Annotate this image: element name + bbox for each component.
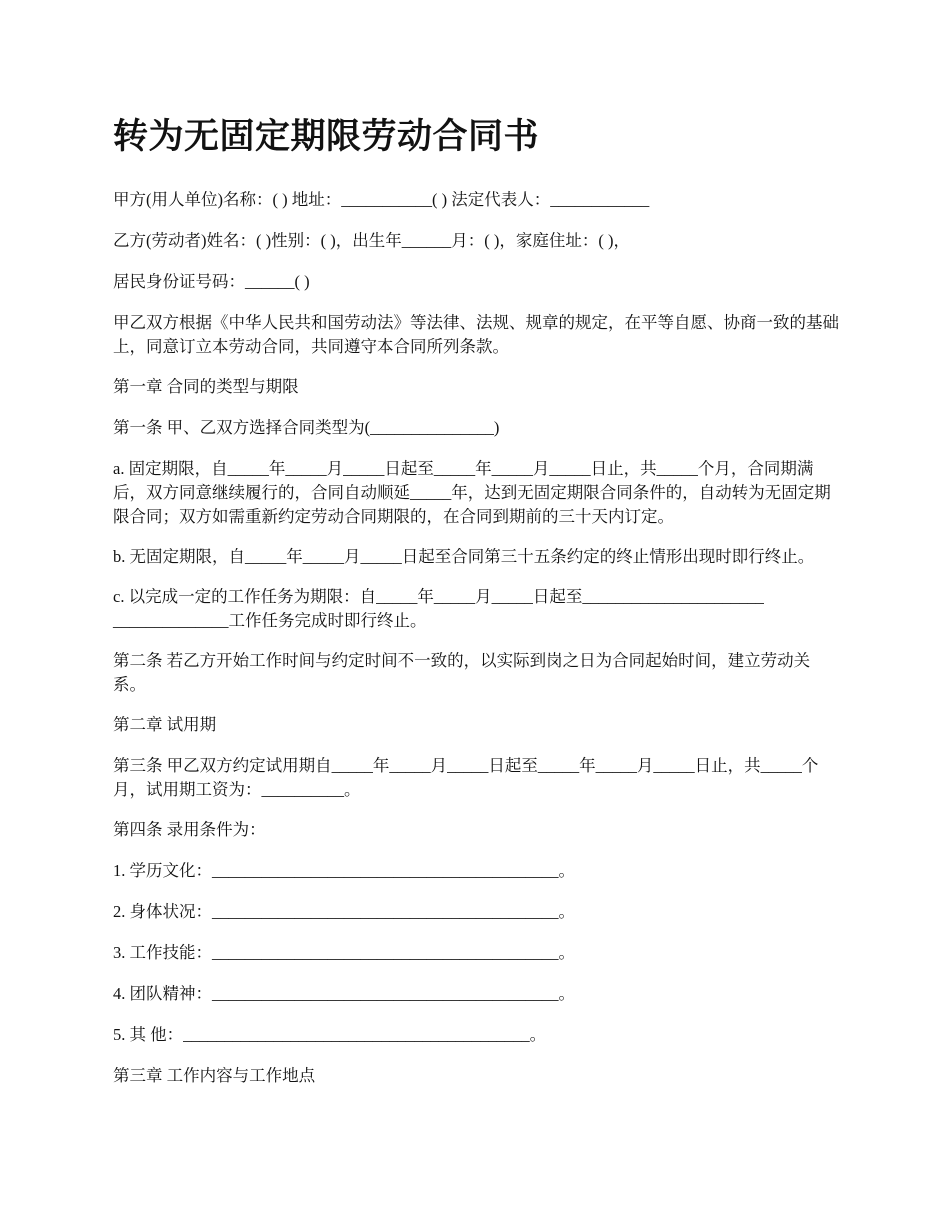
party-a-info: 甲方(用人单位)名称：( ) 地址：___________( ) 法定代表人：____________	[113, 190, 650, 209]
article-4: 第四条 录用条件为：	[113, 820, 266, 839]
preamble-paragraph: 甲乙双方根据《中华人民共和国劳动法》等法律、法规、规章的规定，在平等自愿、协商一致的基础上，同意订立本劳动合同，共同遵守本合同所列条款。	[113, 313, 839, 356]
condition-other: 5. 其 他：__________________________________________。	[113, 1025, 547, 1044]
document-title: 转为无固定期限劳动合同书	[113, 117, 540, 156]
chapter-2-heading: 第二章 试用期	[113, 715, 217, 734]
article-1-option-b: b. 无固定期限，自_____年_____月_____日起至合同第三十五条约定的终止情形出现时即行终止。	[113, 547, 815, 566]
article-1: 第一条 甲、乙双方选择合同类型为(_______________)	[113, 418, 500, 437]
chapter-1-heading: 第一章 合同的类型与期限	[113, 377, 299, 396]
condition-teamwork: 4. 团队精神：__________________________________________。	[113, 984, 575, 1003]
chapter-3-heading: 第三章 工作内容与工作地点	[113, 1066, 316, 1085]
id-number-line: 居民身份证号码：______( )	[113, 272, 310, 291]
article-3: 第三条 甲乙双方约定试用期自_____年_____月_____日起至_____年_____月_____日止，共_____个月，试用期工资为：__________。	[113, 756, 819, 799]
article-2: 第二条 若乙方开始工作时间与约定时间不一致的，以实际到岗之日为合同起始时间，建立劳动关系。	[113, 651, 811, 694]
condition-health: 2. 身体状况：__________________________________________。	[113, 902, 575, 921]
article-1-option-c: c. 以完成一定的工作任务为期限：自_____年_____月_____日起至______________________ ______________工作任务完成时即行终止。	[113, 587, 764, 630]
contract-page	[113, 112, 841, 1105]
condition-skills: 3. 工作技能：__________________________________________。	[113, 943, 575, 962]
party-b-info: 乙方(劳动者)姓名：( )性别：( )，出生年______月：( )，家庭住址：( )，	[113, 231, 630, 250]
condition-education: 1. 学历文化：__________________________________________。	[113, 861, 575, 880]
article-1-option-a: a. 固定期限，自_____年_____月_____日起至_____年_____月_____日止，共_____个月，合同期满后，双方同意继续履行的，合同自动顺延_____年，达到无固定期限合同条件的，自动转为无固定期限合同；双方如需重新约定劳动合同期限的，在合同到期前的三十天内订定。	[113, 459, 831, 526]
